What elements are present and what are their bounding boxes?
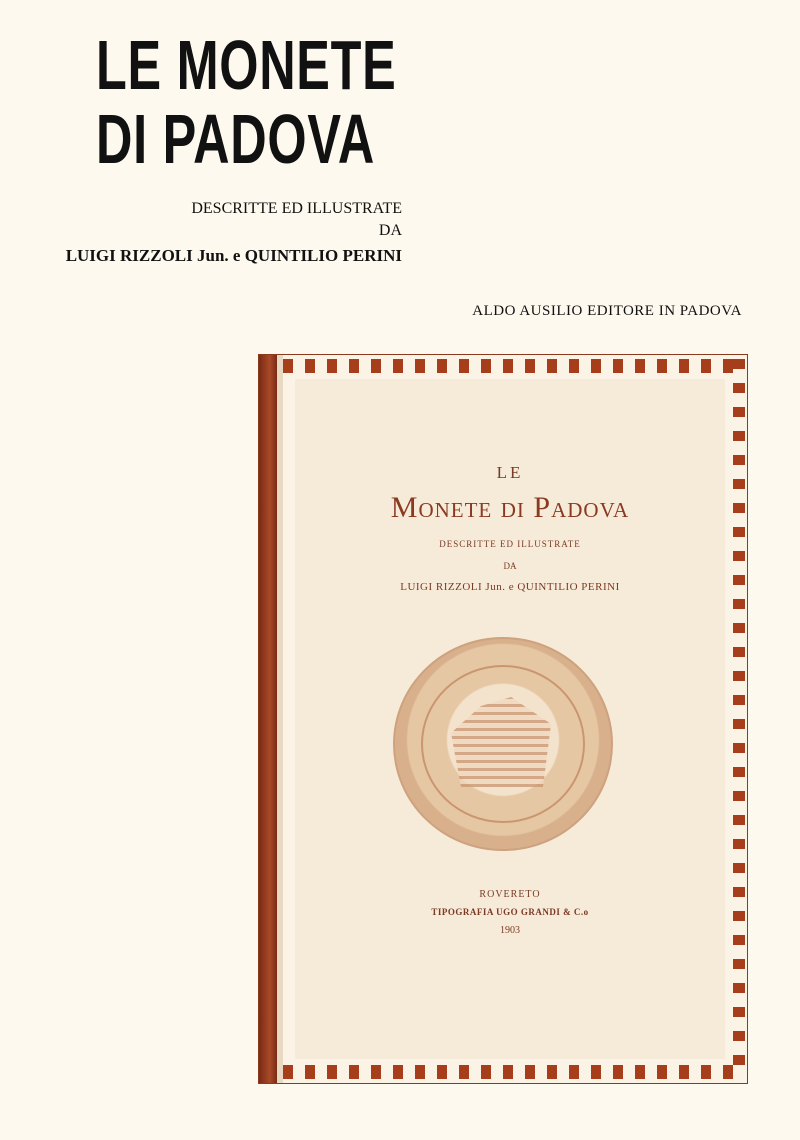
cover-subtitle-line-2: DA bbox=[378, 222, 402, 239]
book-place: ROVERETO bbox=[479, 889, 541, 900]
book-year: 1903 bbox=[500, 925, 520, 936]
city-seal-image bbox=[393, 637, 613, 851]
book-authors: LUIGI RIZZOLI Jun. e QUINTILIO PERINI bbox=[400, 581, 620, 593]
book-printer: TIPOGRAFIA UGO GRANDI & C.o bbox=[431, 907, 589, 917]
book-inner-rule bbox=[277, 355, 283, 1083]
cover-authors: LUIGI RIZZOLI Jun. e QUINTILIO PERINI bbox=[65, 246, 402, 265]
fleur-border-right bbox=[733, 359, 745, 1079]
cover-publisher: ALDO AUSILIO EDITORE IN PADOVA bbox=[472, 303, 742, 319]
cover-subtitle bbox=[191, 198, 402, 242]
book-subtitle: DESCRITTE ED ILLUSTRATE bbox=[439, 539, 581, 549]
cover-subtitle-line-1: DESCRITTE ED ILLUSTRATE bbox=[191, 200, 402, 217]
book-title: Monete di Padova bbox=[390, 491, 630, 524]
book-da: DA bbox=[503, 561, 517, 571]
book-title-le: LE bbox=[496, 463, 524, 482]
book-title-page bbox=[295, 379, 725, 1059]
fleur-border-bottom bbox=[283, 1065, 733, 1079]
fleur-border-top bbox=[283, 359, 733, 373]
cover-title bbox=[96, 28, 396, 176]
reproduced-book-cover bbox=[258, 354, 748, 1084]
cover-title-line-2: DI PADOVA bbox=[96, 100, 376, 178]
cover-title-line-1: LE MONETE bbox=[96, 26, 397, 104]
book-spine bbox=[259, 355, 277, 1083]
